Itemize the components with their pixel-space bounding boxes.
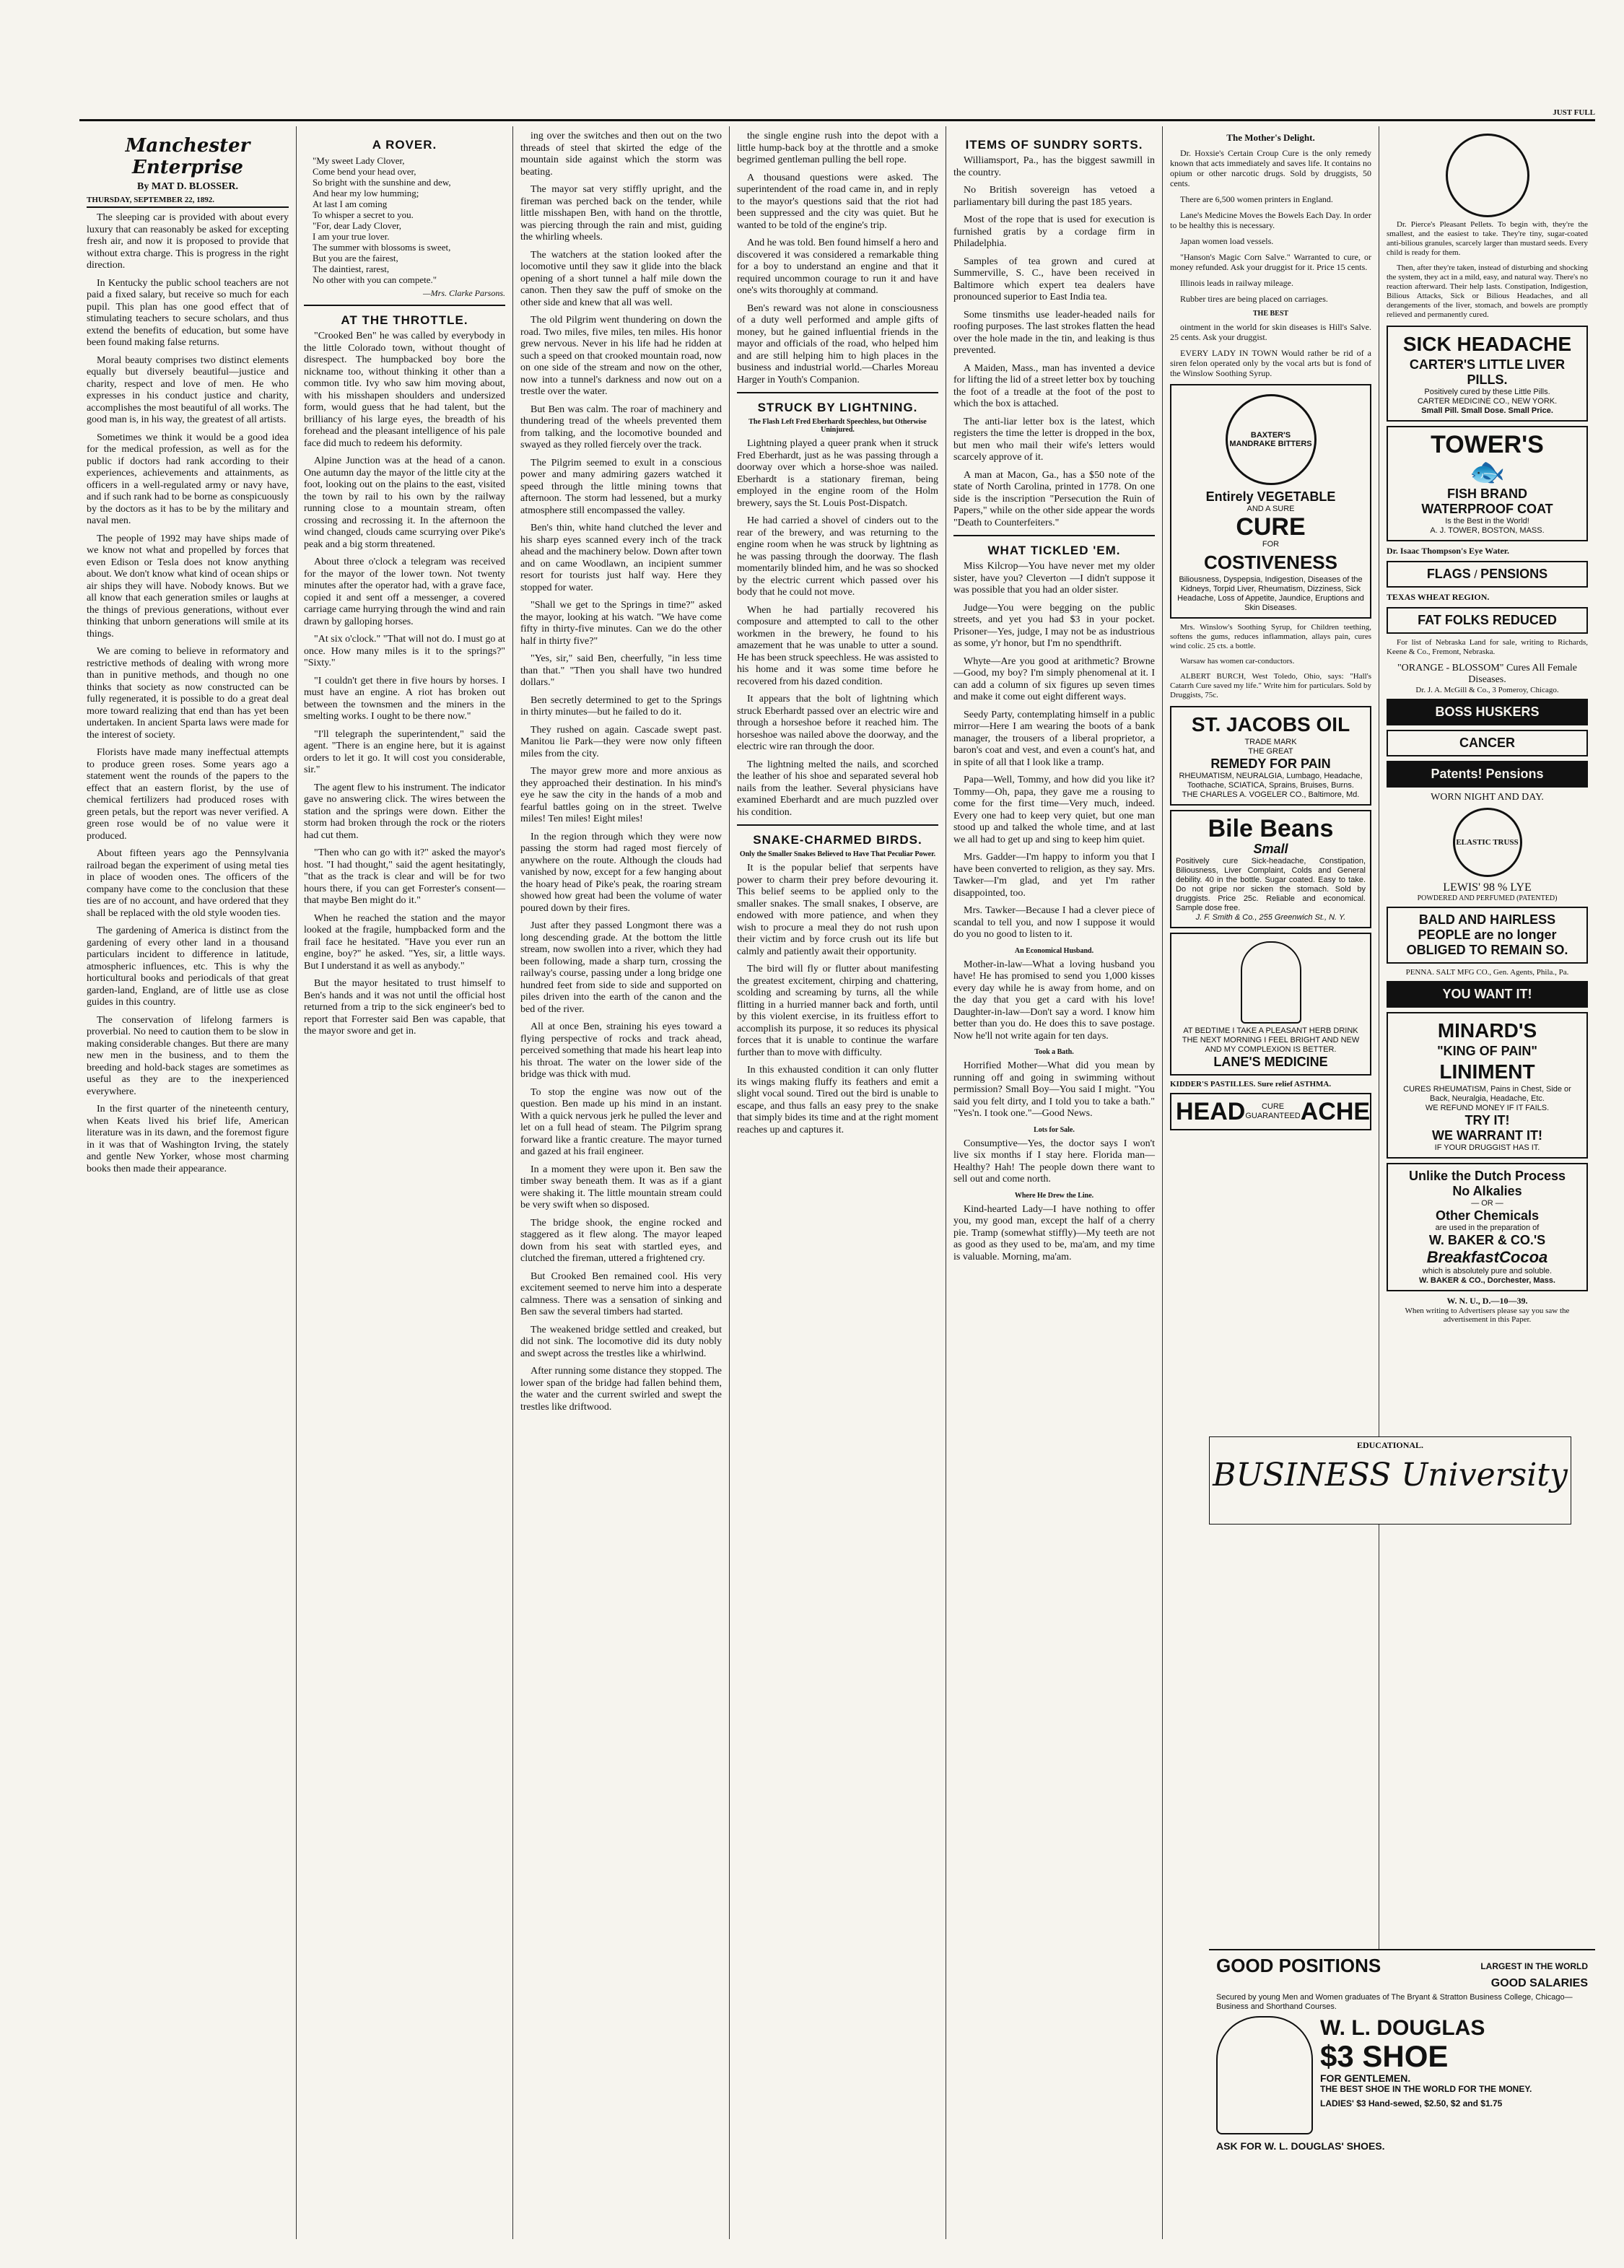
ad-line: BreakfastCocoa: [1426, 1248, 1548, 1266]
top-rule: [79, 119, 1595, 121]
small-item: There are 6,500 women printers in England.: [1180, 194, 1333, 204]
ad-line: Patents! Pensions: [1431, 767, 1544, 781]
item: No British sovereign has vetoed a parliamentary bill during the past 185 years.: [953, 185, 1155, 208]
paragraph: Mrs. Winslow's Soothing Syrup, for Children teething, softens the gums, reduces inflammation, allays pain, cures wind colic. 25 cts. a bottle.: [1170, 623, 1371, 650]
joke: Papa—Well, Tommy, and how did you like it? Tommy—Oh, papa, they gave me a rousing to come for the first time—Very much, indeed. Every one had to keep very quiet, but one man stood up and talked the whole time, and at last we all had to get up and sing to keep him quiet.: [953, 775, 1155, 845]
paragraph: The Pilgrim seemed to exult in a conscious power and many admiring gazers watched it speed through the little mining towns that afternoon. The storm had lessened, but a murky atmosphere still encompassed the valley.: [520, 457, 722, 516]
paragraph: A thousand questions were asked. The superintendent of the road came in, and in reply to the mayor's questions said that the riot had been suppressed and the city was quiet. But he wanted to be told of the engine's trip.: [737, 172, 938, 231]
paragraph: In Kentucky the public school teachers are not paid a fixed salary, but receive so much for each pupil. This plan has one good effect that of stimulating teachers to secure scholars, and thus extend the benefits of education, but some have been found making false returns.: [87, 277, 289, 348]
paragraph: When he had partially recovered his composure and attempted to call to the other workmen in the brewery, he found to his amazement that he was unable to utter a sound. He has been struck speechless. He was assisted to his home and it was some time before he recovered from his dazed condition.: [737, 604, 938, 687]
educational-title: EDUCATIONAL.: [1356, 1440, 1424, 1450]
paragraph: The lightning melted the nails, and scorched the leather of his shoe and separated several hob nails from the leather. Several physicians have examined Eberhardt and are much puzzled over his condition.: [737, 759, 938, 818]
paragraph: Dr. Hoxsie's Certain Croup Cure is the only remedy known that acts immediately and saves life. It contains no opium or other narcotic drugs. Sold by druggists, 50 cents.: [1170, 148, 1371, 188]
paragraph: Sometimes we think it would be a good idea for the medical profession, as well as for the public if doctors had rank according to their experiences, achievements and attainments, as officers in a well-regulated army or navy have, and if such rank had to be borne as conspicuously by the doctors as it has to be by the military and naval men.: [87, 432, 289, 526]
paragraph: Florists have made many ineffectual attempts to produce green roses. Some years ago a statement went the rounds of the papers to the effect that an eastern florist, by the use of chemical fertilizers had produced roses with green petals, but the report was never verified. A green rose would be of no value were it produced.: [87, 747, 289, 842]
item: A man at Macon, Ga., has a $50 note of the state of North Carolina, printed in 1778. On one side is the inscription "Persecution the Ruin of Papers," while on the other side appear the words "Death to Counterfeiters.": [953, 469, 1155, 528]
divider: [737, 824, 938, 826]
bottom-right-ads: [1209, 1949, 1595, 2239]
lye-sub: POWDERED AND PERFUMED (PATENTED): [1417, 894, 1558, 902]
ad-line: THE GREAT: [1248, 747, 1293, 756]
baker-cocoa-ad: [1387, 1163, 1588, 1291]
paragraph: They rushed on again. Cascade swept past. Manitou lie Park—they were now only fifteen miles from the city.: [520, 724, 722, 759]
paragraph: Lightning played a queer prank when it struck Fred Eberhardt, just as he was passing through a doorway over which a horse-shoe was nailed. Eberhardt is a stationary fireman, being employed in the engine room of the Holm brewery, says the St. Louis Post-Dispatch.: [737, 438, 938, 509]
positions-sub: Secured by young Men and Women graduates of The Bryant & Stratton Business College, Chicago—Business and Shorthand Courses.: [1216, 1993, 1573, 2011]
douglas-portrait-icon: [1216, 2016, 1313, 2134]
joke: Judge—You were begging on the public streets, and yet you had $3 in your pocket. Prisoner—Yes, judge, I may not be as industrious as some, y'r honor, but I'm no spendthrift.: [953, 602, 1155, 649]
column-5: [946, 126, 1162, 2239]
paragraph: About three o'clock a telegram was received for the mayor of the lower town. Not twenty minutes after the operator had, with a grave face, copied it and sent off a messenger, a covered carriage came hurrying through the wind and rain drawn by galloping horses.: [304, 557, 505, 627]
paragraph: Ben's reward was not alone in consciousness of a duty well performed and ample gifts of money, but he gained influential friends in the mayor and officials of the road, who helped him and are still helping him to high places in the business and industrial world.—Charles Moreau Harger in Youth's Companion.: [737, 302, 938, 385]
paragraph: And he was told. Ben found himself a hero and discovered it was considered a remarkable thing for a boy to understand an engine and that it required uncommon courage to run it and have one's wits thoroughly at command.: [737, 237, 938, 296]
lanes-medicine-ad: [1170, 933, 1371, 1076]
paragraph: The conservation of lifelong farmers is proverbial. No need to caution them to be slow in making considerable changes. But there are many new men in the business, and to them the breeding and hold-back stages are sometimes as useful as they are to the inexperienced everywhere.: [87, 1014, 289, 1097]
paragraph: The people of 1992 may have ships made of we know not what and propelled by forces that even Edison or Tesla does not know anything about. We don't know what kind of ocean ships or air ships they will have. Nobody knows. But we all know that each generation smiles or laughs at the things of previous generations, without ever thinking that unborn generations will smile at its things.: [87, 533, 289, 640]
douglas-ladies: LADIES' $3 Hand-sewed, $2.50, $2 and $1.75: [1320, 2098, 1503, 2108]
joke: Miss Kilcrop—You have never met my older sister, have you? Cleverton —I didn't suppose it was possible that you had an older sister.: [953, 561, 1155, 596]
carters-ad: [1387, 326, 1588, 422]
ad-line: TRADE MARK: [1244, 738, 1297, 746]
ad-line: REMEDY FOR PAIN: [1210, 756, 1331, 771]
paragraph: Ben secretly determined to get to the Springs in thirty minutes—but he failed to do it.: [520, 694, 722, 718]
ad-line: FAT FOLKS REDUCED: [1418, 613, 1557, 627]
joke: Mrs. Gadder—I'm happy to inform you that I have been converted to religion, as they say. Mrs. Tawker—I'm glad, and yet I'm rather disappointed, too.: [953, 852, 1155, 899]
dateline: THURSDAY, SEPTEMBER 22, 1892.: [87, 196, 289, 208]
paragraph: He had carried a shovel of cinders out to the rear of the brewery, and was returning to the engine room when he was struck by lightning as he was passing through the doorway. The flash momentarily blinded him, and he was so shocked by the electric current which passed over his body that he could not move.: [737, 515, 938, 598]
positions-salaries: GOOD SALARIES: [1490, 1977, 1588, 1989]
ad-line: FISH BRAND: [1447, 487, 1527, 501]
paragraph: Kind-hearted Lady—I have nothing to offer you, my good man, except the half of a cherry pie. Tramp (somewhat stiffly)—My teeth are not as good as they used to be, ma'am, and my time is valuable. Morning, ma'am.: [953, 1203, 1155, 1262]
column-6: [1162, 126, 1379, 2239]
advertiser-note: When writing to Advertisers please say you saw the advertisement in this Paper.: [1405, 1307, 1570, 1324]
ad-line: WE WARRANT IT!: [1432, 1128, 1542, 1143]
paragraph: But the mayor hesitated to trust himself to Ben's hands and it was not until the official host returned from a trip to the sick engineer's bed to report that Forrester said Ben was capable, that the mayor swore and get in.: [304, 978, 505, 1037]
ad-line: CARTER'S LITTLE LIVER PILLS.: [1409, 357, 1566, 387]
paragraph: The watchers at the station looked after the locomotive until they saw it glide into the black opening of a short tunnel a half mile down the canon. Then they saw the puff of smoke on the other side and knew that all was well.: [520, 249, 722, 308]
column-7: [1379, 126, 1595, 2239]
column-2: [296, 126, 512, 2239]
small-item: Illinois leads in railway mileage.: [1180, 278, 1293, 288]
educational-block: [1209, 1436, 1571, 1525]
ad-line: YOU WANT IT!: [1442, 987, 1532, 1001]
ad-line: AND A SURE: [1247, 505, 1295, 513]
paragraph: All at once Ben, straining his eyes toward a flying perspective of rocks and track ahead, perceived something that made his heart leap into his throat. The water on the lower side of the bridge was thick with mud.: [520, 1021, 722, 1080]
ad-line: CARTER MEDICINE CO., NEW YORK.: [1417, 397, 1558, 406]
truss-icon: [1453, 808, 1522, 877]
poem-title: A ROVER.: [372, 138, 437, 152]
paragraph: The bird will fly or flutter about manifesting the greatest excitement, chirping and chattering, scolding and screaming by turns, all the while flitting in a hurried manner back and forth, until by this violent exercise, in its fruitless effort to accomplish its purpose, it so reduces its physical forces that it is unable to continue the warfare further than to move with difficulty.: [737, 964, 938, 1058]
paragraph: For list of Nebraska Land for sale, writing to Richards, Keene & Co., Fremont, Nebraska.: [1387, 638, 1588, 656]
paragraph: But Ben was calm. The roar of machinery and thundering tread of the wheels prevented them from talking, and the locomotive bounded and swayed as they rolled fiercely over the track.: [520, 404, 722, 450]
joke: Mrs. Tawker—Because I had a clever piece of scandal to tell you, and now I suppose it would do you no good to listen to it.: [953, 905, 1155, 940]
bath-title: Took a Bath.: [1034, 1048, 1074, 1056]
ad-line: LINIMENT: [1439, 1060, 1535, 1083]
best-title: THE BEST: [1252, 310, 1289, 318]
ad-line: Unlike the Dutch Process: [1408, 1169, 1566, 1183]
ad-line: CANCER: [1459, 736, 1515, 750]
paragraph: "I couldn't get there in five hours by horses. I must have an engine. A riot has broken out between the townsmen and the miners in the smelting works. I ought to be there now.": [304, 675, 505, 722]
paragraph: We are coming to believe in reformatory and restrictive methods of dealing with wrong more than in punitive methods, and though no one thinks that society as now constructed can be fully regenerated, it is possible to do a great deal more toward realizing that end than has yet been undertaken. In ancient Sparta laws were made for the interest of society.: [87, 646, 289, 741]
ad-line: which is absolutely pure and soluble.: [1422, 1267, 1553, 1275]
positions-right: LARGEST IN THE WORLD: [1480, 1960, 1588, 1971]
douglas-best: THE BEST SHOE IN THE WORLD FOR THE MONEY.: [1320, 2084, 1532, 2094]
ad-line: TOWER'S: [1431, 431, 1544, 458]
paragraph: The old Pilgrim went thundering on down the road. Two miles, five miles, ten miles. His honor grew nervous. Never in his life had he ridden at such a speed on that crooked mountain road, now on one side of the stream and now on the other, now into a tunnel's darkness and now out on a trestle over the water.: [520, 315, 722, 397]
fish-icon: 🐟: [1469, 456, 1506, 488]
mcgill-ad: Dr. J. A. McGill & Co., 3 Pomeroy, Chicago.: [1415, 686, 1559, 694]
paragraph: Alpine Junction was at the head of a canon. One autumn day the mayor of the little city at the foot, looking out on the plains to the east, visited the town by rail to his own by the railway running close to a mountain stream, often crossing and recrossing it. In the afternoon the wind changed, clouds came scurrying over Pike's peak and a big storm threatened.: [304, 455, 505, 550]
ad-line: ACHE: [1300, 1098, 1371, 1125]
paragraph: Consumptive—Yes, the doctor says I won't live six months if I stay here. Florida man—Healthy? Hah! The people down there want to sell out and come north.: [953, 1138, 1155, 1185]
minards-ad: [1387, 1012, 1588, 1159]
kidder-ad: KIDDER'S PASTILLES. Sure relief ASTHMA.: [1170, 1080, 1332, 1089]
economical-title: An Economical Husband.: [1014, 946, 1094, 955]
ad-line: Positively cure Sick-headache, Constipation, Biliousness, Liver Complaint, Colds and General debility. 40 in the bottle. Sugar coated. Easy to take. Do not gripe nor sicken the stomach. Sold by druggists. Price 25c. Reliable and economical. Sample dose free.: [1176, 857, 1366, 912]
column-grid: [79, 126, 1595, 2239]
flags-pensions-ad: FLAGS / PENSIONS: [1387, 561, 1588, 588]
paragraph: ointment in the world for skin diseases is Hill's Salve. 25 cents. Ask your druggist.: [1170, 322, 1371, 342]
ad-line: IF YOUR DRUGGIST HAS IT.: [1434, 1143, 1540, 1152]
bald-ad: [1387, 907, 1588, 964]
ad-line: THE NEXT MORNING I FEEL BRIGHT AND NEW AND MY COMPLEXION IS BETTER.: [1182, 1036, 1360, 1054]
paragraph: The gardening of America is distinct from the gardening of every other land in a thousand particulars incident to difference in latitude, atmospheric influences, etc. This is why the horticultural books and periodicals of that great garden-land, England, are of little use as close guides in this country.: [87, 925, 289, 1008]
ad-line: W. BAKER & CO.'S: [1428, 1233, 1546, 1247]
tickled-title: WHAT TICKLED 'EM.: [987, 544, 1121, 557]
paragraph: The weakened bridge settled and creaked, but did not sink. The locomotive did its duty nobly and swept across the trestles like a whirlwind.: [520, 1324, 722, 1359]
st-jacobs-oil-ad: [1170, 706, 1371, 806]
column-3: [512, 126, 729, 2239]
ad-line: Bile Beans: [1208, 815, 1334, 842]
headache-ad: [1170, 1093, 1371, 1130]
paragraph: Moral beauty comprises two distinct elements equally but diversely beautiful—justice and charity, respect and love of men. He who expresses in his conduct justice and charity, accomplishes the most beautiful of all works. The good man is, in his way, the greatest of all artists.: [87, 354, 289, 425]
truss-label: ELASTIC TRUSS: [1456, 838, 1519, 847]
brand-text: BAXTER'S MANDRAKE BITTERS: [1229, 431, 1312, 448]
paragraph: "Then who can go with it?" asked the mayor's host. "I had thought," said the agent hesitatingly, "that as the track is clear and will be for two hours there, if you can get Forrester's consent— that maybe Ben might do it.": [304, 847, 505, 906]
ad-line: COSTIVENESS: [1204, 551, 1337, 573]
business-university-logo: BUSINESS University: [1213, 1457, 1568, 1493]
ad-line: A. J. TOWER, BOSTON, MASS.: [1430, 526, 1545, 535]
item: The anti-liar letter box is the latest, which registers the time the letter is dropped in the box, but men who mail their wife's letters would scarcely approve of it.: [953, 416, 1155, 463]
paragraph: It appears that the bolt of lightning which struck Eberhardt passed over an electric wire and through a horseshoe before it reached him. The horseshoe was nailed above the doorway, and the electric wire ran through the door.: [737, 694, 938, 752]
patents-ad: [1387, 761, 1588, 788]
delight-title: The Mother's Delight.: [1226, 132, 1315, 143]
ad-line: FLAGS: [1426, 567, 1471, 581]
you-want-it-ad: [1387, 981, 1588, 1008]
douglas-shoe: $3 SHOE: [1320, 2039, 1449, 2073]
moon-face-icon: [1446, 134, 1529, 217]
poem-text: "My sweet Lady Clover, Come bend your head over, So bright with the sunshine and dew, And hear my low humming; At last I am coming To whisper a secret to you. "For, dear Lady Clover, I am your true lover. The summer with blossoms is sweet, But you are the fairest, The daintiest, rarest, No other with you can compete.": [313, 155, 451, 285]
ad-line: PENSIONS: [1480, 567, 1548, 581]
paragraph: Horrified Mother—What did you mean by running off and going in swimming without permission? Small Boy—You said I might. "You said you felt dirty, and I told you to take a bath." "Yes'n. I took one."—Good News.: [953, 1060, 1155, 1119]
ad-line: Small: [1253, 842, 1288, 856]
ad-line: BALD AND HAIRLESS PEOPLE are no longer OBLIGED TO REMAIN SO.: [1406, 912, 1568, 957]
ad-line: No Alkalies: [1452, 1184, 1522, 1198]
ad-line: J. F. Smith & Co., 255 Greenwich St., N. Y.: [1195, 913, 1346, 922]
ad-line: Entirely VEGETABLE: [1205, 489, 1336, 504]
paragraph: Mother-in-law—What a loving husband you have! He has promised to send you 1,000 kisses every day while he is away from home, and on the day that you get a card with his love! Daughter-in-law—Don't say a word. I know him better than you do. He does this to save postage. Now he'll not write again for ten days.: [953, 959, 1155, 1042]
byline: By MAT D. BLOSSER.: [137, 181, 238, 192]
ad-line: TRY IT!: [1464, 1113, 1510, 1128]
douglas-ask: ASK FOR W. L. DOUGLAS' SHOES.: [1216, 2140, 1385, 2152]
ad-line: Is the Best in the World!: [1445, 517, 1529, 525]
ad-line: Other Chemicals: [1435, 1208, 1540, 1223]
lightning-title: STRUCK BY LIGHTNING.: [757, 401, 918, 414]
ad-line: AT BEDTIME I TAKE A PLEASANT HERB DRINK: [1183, 1026, 1358, 1035]
wnu-line: W. N. U., D.—10—39.: [1446, 1296, 1528, 1306]
woman-illustration-icon: [1241, 941, 1301, 1024]
masthead: Manchester Enterprise: [125, 135, 250, 178]
paragraph: It is the popular belief that serpents have power to charm their prey before devouring it. This belief seems to be applied only to the smaller snakes. The small snakes, I observe, are endowed with more patience, and when they wish to procure a meal they do not rush upon their victim and by force crush out its life but calmly and patiently await their opportunity.: [737, 863, 938, 957]
ad-line: ST. JACOBS OIL: [1191, 713, 1350, 736]
paragraph: In a moment they were upon it. Ben saw the timber sway beneath them. It was as if a giant were shaking it. The little mountain stream could be very swift when so disposed.: [520, 1164, 722, 1211]
snake-subtitle: Only the Smaller Snakes Believed to Have That Peculiar Power.: [739, 850, 936, 858]
joke: Whyte—Are you good at arithmetic? Browne—Good, my boy? I'm simply phenomenal at it. I can add a column of six figures up seven times and make it come out eight different ways.: [953, 655, 1155, 702]
ad-line: Biliousness, Dyspepsia, Indigestion, Diseases of the Kidneys, Torpid Liver, Rheumatism, Dizziness, Sick Headache, Loss of Appetite, Jaundice, Eruptions and Skin Diseases.: [1177, 575, 1364, 612]
texas-ad: TEXAS WHEAT REGION.: [1387, 592, 1490, 602]
ad-line: FOR: [1262, 540, 1280, 549]
paragraph: The sleeping car is provided with about every luxury that can reasonably be asked for excepting fresh air, and now it is proposed to provide that without extra charge. This is progress in the right direction.: [87, 212, 289, 271]
orange-ad: "ORANGE - BLOSSOM" Cures All Female Diseases.: [1397, 663, 1578, 685]
ad-line: CURE: [1236, 513, 1306, 541]
small-item: "Hanson's Magic Corn Salve." Warranted to cure, or money refunded. Ask your druggist for it. Price 15 cents.: [1170, 252, 1371, 272]
douglas-name: W. L. DOUGLAS: [1320, 2016, 1485, 2040]
sale-title: Lots for Sale.: [1034, 1125, 1075, 1134]
worn-ad: WORN NIGHT AND DAY.: [1431, 792, 1544, 803]
paragraph: After running some distance they stopped. The lower span of the bridge had fallen behind them, the water and the current swirled and swept the trestles like driftwood.: [520, 1366, 722, 1413]
ad-line: — OR —: [1471, 1199, 1503, 1208]
small-item: Lane's Medicine Moves the Bowels Each Day. In order to be healthy this is necessary.: [1170, 210, 1371, 230]
divider: [737, 392, 938, 393]
small-item: Rubber tires are being placed on carriages.: [1180, 294, 1328, 304]
paragraph: Just after they passed Longmont there was a long descending grade. At the bottom the little stream, now swollen into a river, which they had been following, made a sharp turn, crossing the railway's course, passing under a long bridge one hundred feet from side to side and supported on piles driven into the earth of the canon and the bed of the river.: [520, 920, 722, 1015]
ad-line: MINARD'S: [1437, 1019, 1537, 1042]
ad-line: W. BAKER & CO., Dorchester, Mass.: [1419, 1276, 1555, 1285]
positions-title: GOOD POSITIONS: [1216, 1955, 1381, 1976]
ad-line: Positively cured by these Little Pills.: [1424, 388, 1550, 396]
item: Williamsport, Pa., has the biggest sawmill in the country.: [953, 155, 1155, 178]
column-1: [79, 126, 296, 2239]
paragraph: But Crooked Ben remained cool. His very excitement seemed to nerve him into a desperate calmness. There was a sensation of sinking and Ben saw the several timbers had started.: [520, 1270, 722, 1317]
douglas-for: FOR GENTLEMEN.: [1320, 2072, 1411, 2084]
joke: Seedy Party, contemplating himself in a public mirror—Here I am wearing the boots of a bank manager, the trousers of a liberal proprietor, a baron's coat and vest, and even a count's hat, and in spite of all that I look like a tramp.: [953, 709, 1155, 768]
ad-line: CURES RHEUMATISM, Pains in Chest, Side or Back, Neuralgia, Headache, Etc.: [1403, 1085, 1571, 1103]
lye-ad: LEWIS' 98 % LYE: [1443, 881, 1532, 894]
thompson-ad: Dr. Isaac Thompson's Eye Water.: [1387, 546, 1510, 556]
paragraph: In the first quarter of the nineteenth century, when Keats lived his brief life, American literature was in its dawn, and the foremost figure in it was that of Washington Irving, the stately and gentle New Yorker, whose most charming books then made their appearance.: [87, 1104, 289, 1174]
paragraph: The mayor sat very stiffly upright, and the fireman was perched back on the tender, while little misshapen Ben, with hand on the throttle, was piercing through the rain and mist, guiding the whirling wheels.: [520, 184, 722, 243]
paragraph: The bridge shook, the engine rocked and staggered as it flew along. The mayor leaped down from his seat with startled eyes, and clutched the fireman, uttered a frightened cry.: [520, 1217, 722, 1264]
paragraph: EVERY LADY IN TOWN Would rather be rid of a siren felon operated only by the vocal arts but is fond of the Winslow Soothing Syrup.: [1170, 348, 1371, 378]
paragraph: In this exhausted condition it can only flutter its wings making fluffy its feathers and emit a slight vocal sound. Tired out the bird is unable to escape, and thus falls an easy prey to the snake that simply bides its time and at the right moment reaches up and captures it.: [737, 1065, 938, 1135]
paragraph: Then, after they're taken, instead of disturbing and shocking the system, they act in a mild, easy, and natural way. There's no reaction afterward. Their help lasts. Constipation, Indigestion, Bilious Attacks, Sick or Bilious Headaches, and all derangements of the liver, stomach, and bowels are promptly relieved and permanently cured.: [1387, 263, 1588, 319]
paragraph: Warsaw has women car-conductors.: [1180, 657, 1295, 666]
items-title: ITEMS OF SUNDRY SORTS.: [965, 138, 1143, 152]
ad-line: WE REFUND MONEY IF IT FAILS.: [1425, 1104, 1550, 1112]
draw-title: Where He Drew the Line.: [1014, 1191, 1094, 1200]
paragraph: "Shall we get to the Springs in time?" asked the mayor, looking at his watch. "We have come fifty in thirty-five minutes. Can we do the other half in thirty five?": [520, 600, 722, 647]
paragraph: the single engine rush into the depot with a little hump-back boy at the throttle and a smoke begrimed gentleman pulling the bell rope.: [737, 131, 938, 165]
small-item: Japan women load vessels.: [1180, 236, 1274, 246]
ad-line: Small Pill. Small Dose. Small Price.: [1421, 406, 1553, 415]
paragraph: When he reached the station and the mayor looked at the fragile, humpbacked form and the frail face he hesitated. "Have you ever run an engine, boy?" he asked. "Yes, sir, a little ways. But I understand it as well as anybody.": [304, 912, 505, 972]
ad-line: HEAD: [1176, 1098, 1246, 1125]
paragraph: About fifteen years ago the Pennsylvania railroad began the experiment of using metal ties in place of wooden ones. The officers of the company have come to the conclusion that these ties are of no account, and have ordered that they shall be replaced with the old style wooden ties.: [87, 848, 289, 919]
baxters-ad: [1170, 384, 1371, 619]
pennsalt-ad: PENNA. SALT MFG CO., Gen. Agents, Phila., Pa.: [1405, 968, 1569, 977]
poem-author: —Mrs. Clarke Parsons.: [422, 288, 505, 298]
paragraph: "I'll telegraph the superintendent," said the agent. "There is an engine here, but it is against orders to let it go. It will cost you considerable, sir.": [304, 728, 505, 775]
paragraph: "Crooked Ben" he was called by everybody in the little Colorado town, without thought of disrespect. The humpbacked boy bore the nickname too, without thinking it other than a common title. Ivy who saw him moving about, with his misshapen shoulders and undersized form, would guess that he had talent, but the brilliancy of his large eyes, the breadth of his forehead and the pleasant intelligence of his pale face did much to redeem his deformity.: [304, 331, 505, 449]
ad-line: CURE GUARANTEED: [1245, 1102, 1301, 1120]
paragraph: The agent flew to his instrument. The indicator gave no answering click. The wires between the station and the springs were down. Either the storm had broken through the rock or the rioters had cut them.: [304, 782, 505, 841]
column-4: [729, 126, 946, 2239]
divider: [953, 535, 1155, 536]
ad-line: BOSS HUSKERS: [1435, 705, 1540, 719]
paragraph: The mayor grew more and more anxious as they approached their destination. In his mind's eye he saw the city in the hands of a mob and fearful battles going on in the street. Twelve miles! Ten miles! Eight miles!: [520, 766, 722, 824]
ad-line: SICK HEADACHE: [1402, 333, 1572, 355]
item: A Maiden, Mass., man has invented a device for lifting the lid of a street letter box by touching the foot of a treadle at the foot of the post to which the box is attached.: [953, 362, 1155, 409]
bile-beans-ad: [1170, 810, 1371, 928]
ad-line: LANE'S MEDICINE: [1213, 1055, 1328, 1069]
mandrake-seal-icon: [1226, 394, 1317, 485]
paragraph: Ben's thin, white hand clutched the lever and his sharp eyes scanned every inch of the track ahead and the machinery below. Down after town and on came Woodlawn, an incipient summer resort for tourists just half way. Here they stopped for water.: [520, 523, 722, 593]
paragraph: In the region through which they were now passing the storm had raged most fiercely of anywhere on the route. Although the clouds had vanished by now, except for a few hanging about the hoary head of Pike's peak, the roaring stream showed how great had been the volume of water poured down by their fires.: [520, 831, 722, 914]
item: Samples of tea grown and cured at Summerville, S. C., have been received in Baltimore which expert tea dealers have pronounced superior to East India tea.: [953, 256, 1155, 302]
item: Some tinsmiths use leader-headed nails for roofing purposes. The last strokes flatten the head over the hole made in the tin, and leaking is thus prevented.: [953, 309, 1155, 356]
paragraph: ing over the switches and then out on the two threads of steel that skirted the edge of the mountain side against which the storm was beating.: [520, 131, 722, 178]
fat-folks-ad: [1387, 607, 1588, 634]
cancer-ad: [1387, 730, 1588, 756]
ad-line: "KING OF PAIN": [1437, 1044, 1537, 1058]
paragraph: ALBERT BURCH, West Toledo, Ohio, says: "Hall's Catarrh Cure saved my life." Write him for particulars. Sold by Druggists, 75c.: [1170, 672, 1371, 699]
ad-line: THE CHARLES A. VOGELER CO., Baltimore, Md.: [1182, 790, 1360, 799]
paragraph: "Yes, sir," said Ben, cheerfully, "in less time than that." "Then you shall have two hundred dollars.": [520, 653, 722, 688]
item: Most of the rope that is used for execution is furnished gratis by a cordage firm in Philadelphia.: [953, 214, 1155, 249]
ad-line: RHEUMATISM, NEURALGIA, Lumbago, Headache, Toothache, SCIATICA, Sprains, Bruises, Burns.: [1179, 772, 1363, 790]
paragraph: Dr. Pierce's Pleasant Pellets. To begin with, they're the smallest, and the easiest to take. They're tiny, sugar-coated anti-bilious granules, scarcely larger than mustard seeds. Every child is ready for them.: [1387, 220, 1588, 257]
corner-text: JUST FULL: [1553, 108, 1595, 117]
story-title: AT THE THROTTLE.: [341, 313, 468, 327]
paragraph: "At six o'clock." "That will not do. I must go at once. How many miles is it to the springs?" "Sixty.": [304, 634, 505, 668]
towers-ad: [1387, 426, 1588, 541]
ad-line: are used in the preparation of: [1435, 1224, 1540, 1232]
boss-huskers-ad: [1387, 699, 1588, 725]
paragraph: To stop the engine was now out of the question. Ben made up his mind in an instant. With a quick nervous jerk he pulled the lever and let on a full head of steam. The Pilgrim sprang forward like a frantic creature. The mayor turned and gazed at his frail engineer.: [520, 1086, 722, 1157]
snake-title: SNAKE-CHARMED BIRDS.: [753, 833, 922, 847]
lightning-subtitle: The Flash Left Fred Eberhardt Speechless, but Otherwise Uninjured.: [748, 418, 927, 434]
ad-line: WATERPROOF COAT: [1421, 502, 1553, 516]
divider: [304, 305, 505, 306]
